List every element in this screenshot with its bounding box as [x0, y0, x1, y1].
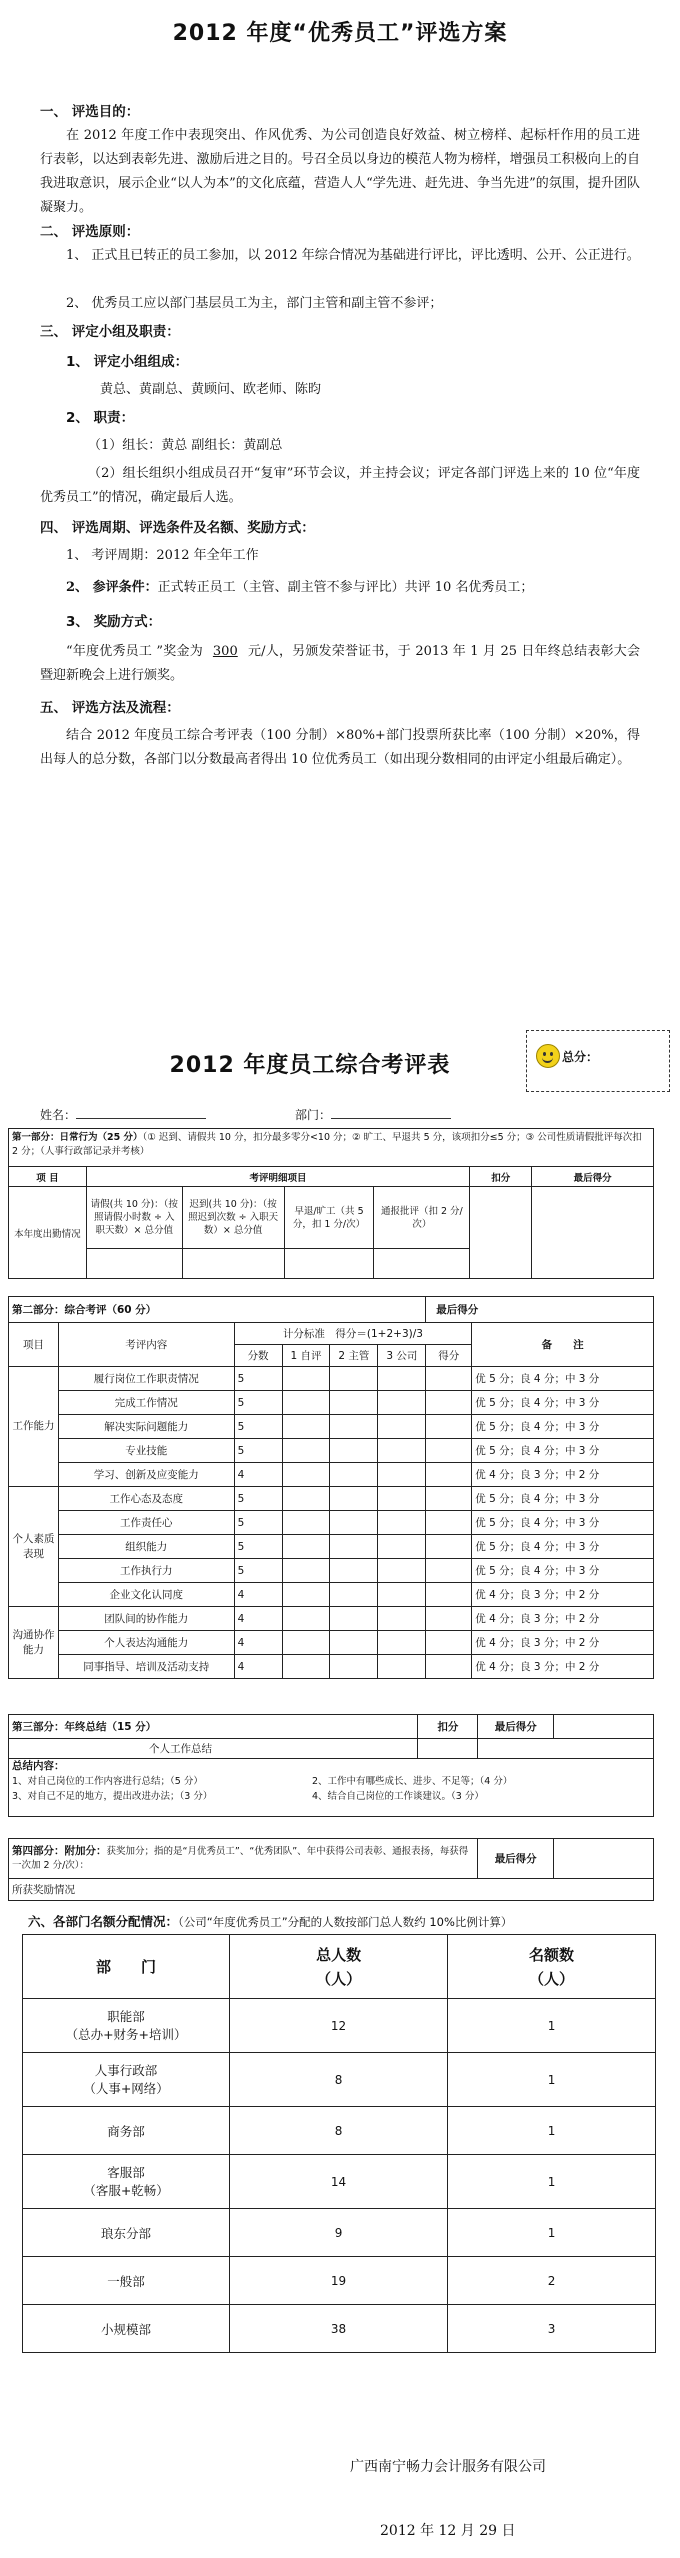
dept-quota: 1	[448, 2107, 656, 2155]
mgr-cell[interactable]	[330, 1559, 378, 1583]
part2-final	[426, 1297, 654, 1323]
self-cell[interactable]	[282, 1583, 330, 1607]
table-row	[23, 2305, 656, 2353]
score-cell[interactable]	[426, 1559, 472, 1583]
part3-summary-row: 个人工作总结	[9, 1739, 418, 1759]
score-cell[interactable]	[426, 1511, 472, 1535]
dept-quota: 1	[448, 1999, 656, 2053]
part3-final: 最后得分	[478, 1715, 554, 1739]
self-cell[interactable]	[282, 1631, 330, 1655]
table-row	[9, 1583, 654, 1607]
table-row	[23, 2155, 656, 2209]
score-cell[interactable]	[426, 1607, 472, 1631]
part2-head: 第二部分：综合考评（60 分）	[9, 1297, 426, 1323]
co-cell[interactable]	[378, 1559, 426, 1583]
sec4-cond: 正式转正员工（主管、副主管不参与评比）共评 10 名优秀员工；	[157, 580, 534, 595]
sec6-line	[28, 1912, 512, 1930]
criterion: 企业文化认同度	[58, 1583, 234, 1607]
self-cell[interactable]	[282, 1511, 330, 1535]
max-score: 4	[234, 1631, 282, 1655]
dept-cell	[23, 2053, 230, 2107]
note: 优 5 分；良 4 分；中 3 分	[472, 1415, 654, 1439]
score-cell[interactable]	[426, 1391, 472, 1415]
dept-blank[interactable]	[331, 1118, 451, 1119]
criterion: 完成工作情况	[58, 1391, 234, 1415]
quota-col-total: 总人数（人）	[230, 1935, 448, 1999]
score-cell[interactable]	[426, 1367, 472, 1391]
mgr-cell[interactable]	[330, 1511, 378, 1535]
part1-absent-rule: 早退/旷工（共 5 分，扣 1 分/次）	[284, 1187, 374, 1249]
part1-final-cell[interactable]	[532, 1187, 654, 1279]
sec3-members: 黄总、黄副总、黄顾问、欧老师、陈昀	[100, 382, 322, 397]
part1-criticism-cell[interactable]	[374, 1249, 470, 1279]
score-cell[interactable]	[426, 1583, 472, 1607]
sec3-sub2: 2、 职责：	[66, 410, 135, 426]
part3-l1a: 1、对自己岗位的工作内容进行总结；（5 分）	[12, 1776, 203, 1787]
sec3-sub1: 1、 评定小组组成：	[66, 354, 189, 370]
table-row	[9, 1631, 654, 1655]
part2-col-content: 考评内容	[58, 1323, 234, 1367]
quota-table	[22, 1934, 656, 2353]
part2-table	[8, 1296, 654, 1679]
criterion: 工作责任心	[58, 1511, 234, 1535]
max-score: 5	[234, 1415, 282, 1439]
self-cell[interactable]	[282, 1607, 330, 1631]
dept-cell	[23, 1999, 230, 2053]
part4-score-cell[interactable]	[554, 1839, 654, 1879]
part3-table	[8, 1714, 654, 1817]
dept-name: 琅东分部	[23, 2209, 230, 2257]
max-score: 4	[234, 1607, 282, 1631]
mgr-cell[interactable]	[330, 1535, 378, 1559]
dept-total: 8	[230, 2053, 448, 2107]
part2-col-std: 计分标准 得分＝(1+2+3)/3	[234, 1323, 472, 1345]
dept-total: 12	[230, 1999, 448, 2053]
part1-late-rule: 迟到(共 10 分)：（按照迟到次数 ÷ 入职天数）× 总分值	[182, 1187, 284, 1249]
part3-head: 第三部分：年终总结（15 分）	[9, 1715, 418, 1739]
mgr-cell[interactable]	[330, 1583, 378, 1607]
part3-deduct: 扣分	[418, 1715, 478, 1739]
max-score: 5	[234, 1439, 282, 1463]
score-cell[interactable]	[426, 1439, 472, 1463]
mgr-cell[interactable]	[330, 1415, 378, 1439]
part1-head: 第一部分：日常行为（25 分）	[12, 1132, 143, 1143]
sec1-body: 在 2012 年度工作中表现突出、作风优秀、为公司创造良好效益、树立榜样、起标杆作用的员工进行表彰，以达到表彰先进、激励后进之目的。号召全员以身边的模范人物为榜样，增强员工积极向上的自我进取意识，展示企业“以人为本”的文化底蕴，营造人人“学先进、赶先进、争当先进”的氛围，提升团队凝聚力。	[40, 128, 640, 215]
dept-quota: 1	[448, 2155, 656, 2209]
table-row	[23, 2107, 656, 2155]
table-row	[9, 1487, 654, 1511]
co-cell[interactable]	[378, 1511, 426, 1535]
score-cell[interactable]	[426, 1535, 472, 1559]
sec4-reward-b: 元/人，另颁发荣誉证书，于 2013 年 1 月 25 日年终总结表彰大会暨迎新晚会上进行颁奖。	[40, 644, 640, 683]
table-row	[9, 1511, 654, 1535]
part1-header	[9, 1129, 654, 1167]
note: 优 5 分；良 4 分；中 3 分	[472, 1487, 654, 1511]
mgr-cell[interactable]	[330, 1487, 378, 1511]
note: 优 5 分；良 4 分；中 3 分	[472, 1535, 654, 1559]
dept-label: 部门：	[295, 1108, 332, 1122]
score-cell[interactable]	[426, 1655, 472, 1679]
sec4-period: 1、 考评周期：2012 年全年工作	[66, 548, 259, 563]
dept-name: 小规模部	[23, 2305, 230, 2353]
part1-desc: （① 迟到、请假共 10 分，扣分最多零分<10 分；② 旷工、早退共 5 分，该项扣分≤5 分；③ 公司性质请假批评每次扣 2 分；（人事行政部记录并考核）	[12, 1132, 642, 1157]
part1-row-label: 本年度出勤情况	[9, 1187, 87, 1279]
note: 优 5 分；良 4 分；中 3 分	[472, 1439, 654, 1463]
form-title: 2012 年度员工综合考评表	[169, 1053, 451, 1078]
dept-name: 客服部	[107, 2164, 145, 2180]
table-row	[9, 1559, 654, 1583]
co-cell[interactable]	[378, 1583, 426, 1607]
dept-name: 人事行政部	[94, 2062, 158, 2078]
max-score: 4	[234, 1463, 282, 1487]
part2-col-co: 3 公司	[378, 1345, 426, 1367]
part1-criticism-rule: 通报批评（扣 2 分/次）	[374, 1187, 470, 1249]
criterion: 履行岗位工作职责情况	[58, 1367, 234, 1391]
mgr-cell[interactable]	[330, 1439, 378, 1463]
dept-total: 14	[230, 2155, 448, 2209]
mgr-cell[interactable]	[330, 1391, 378, 1415]
note: 优 5 分；良 4 分；中 3 分	[472, 1367, 654, 1391]
dept-total: 8	[230, 2107, 448, 2155]
co-cell[interactable]	[378, 1463, 426, 1487]
co-cell[interactable]	[378, 1655, 426, 1679]
criterion: 组织能力	[58, 1535, 234, 1559]
part4-row: 所获奖励情况	[9, 1879, 654, 1901]
part1-deduct-cell[interactable]	[470, 1187, 532, 1279]
max-score: 5	[234, 1511, 282, 1535]
part4-head: 第四部分：附加分：	[12, 1845, 107, 1857]
smiley-icon	[536, 1044, 560, 1068]
criterion: 个人表达沟通能力	[58, 1631, 234, 1655]
sec2-item1: 1、 正式且已转正的员工参加，以 2012 年综合情况为基础进行评比，评比透明、公开、公正进行。	[66, 248, 640, 263]
name-blank[interactable]	[76, 1118, 206, 1119]
note: 优 4 分；良 3 分；中 2 分	[472, 1463, 654, 1487]
part1-table	[8, 1128, 654, 1279]
criterion: 团队间的协作能力	[58, 1607, 234, 1631]
dept-field[interactable]	[295, 1106, 451, 1123]
criterion: 学习、创新及应变能力	[58, 1463, 234, 1487]
dept-quota: 3	[448, 2305, 656, 2353]
sec5-body: 结合 2012 年度员工综合考评表（100 分制）×80%+部门投票所获比率（100 分制）×20%，得出每人的总分数，各部门以分数最高者得出 10 位优秀员工（如出现分数相同的由评定小组最后确定）。	[40, 728, 640, 767]
self-cell[interactable]	[282, 1655, 330, 1679]
part2-final-label: 最后得分	[436, 1304, 479, 1316]
part3-content	[9, 1759, 654, 1817]
part4-table	[8, 1838, 654, 1901]
company-name: 广西南宁畅力会计服务有限公司	[350, 2459, 546, 2475]
table-row	[9, 1391, 654, 1415]
table-row	[23, 2209, 656, 2257]
part3-l2b: 4、结合自己岗位的工作谈建议。（3 分）	[312, 1791, 484, 1802]
part1-absent-cell[interactable]	[284, 1249, 374, 1279]
score-cell[interactable]	[426, 1415, 472, 1439]
criterion: 同事指导、培训及活动支持	[58, 1655, 234, 1679]
part3-l1b: 2、工作中有哪些成长、进步、不足等；（4 分）	[312, 1776, 513, 1787]
table-row	[23, 2257, 656, 2305]
part4-score: 最后得分	[478, 1839, 554, 1879]
mgr-cell[interactable]	[330, 1367, 378, 1391]
name-label: 姓名：	[40, 1108, 77, 1122]
dept-quota: 2	[448, 2257, 656, 2305]
co-cell[interactable]	[378, 1367, 426, 1391]
dept-total: 9	[230, 2209, 448, 2257]
part4-header	[9, 1839, 478, 1879]
self-cell[interactable]	[282, 1439, 330, 1463]
co-cell[interactable]	[378, 1535, 426, 1559]
sec1-heading: 一、 评选目的：	[40, 104, 140, 120]
page-title: 2012 年度“优秀员工”评选方案	[172, 21, 508, 46]
criterion: 解决实际问题能力	[58, 1415, 234, 1439]
max-score: 5	[234, 1559, 282, 1583]
table-row	[9, 1439, 654, 1463]
co-cell[interactable]	[378, 1439, 426, 1463]
quota-col-dept: 部 门	[23, 1935, 230, 1999]
part1-col-detail: 考评明细项目	[86, 1167, 469, 1187]
score-cell[interactable]	[426, 1463, 472, 1487]
self-cell[interactable]	[282, 1559, 330, 1583]
mgr-cell[interactable]	[330, 1463, 378, 1487]
part3-final-cell[interactable]	[554, 1715, 654, 1739]
max-score: 5	[234, 1487, 282, 1511]
part3-deduct-cell[interactable]	[418, 1739, 478, 1759]
table-row	[9, 1367, 654, 1391]
part1-col-final: 最后得分	[532, 1167, 654, 1187]
self-cell[interactable]	[282, 1463, 330, 1487]
sec4-reward-a: “年度优秀员工 ”奖金为	[66, 644, 203, 659]
table-row	[9, 1535, 654, 1559]
sec3-duty2: （2）组长组织小组成员召开“复审”环节会议，并主持会议；评定各部门评选上来的 10 位“年度优秀员工”的情况，确定最后人选。	[40, 466, 640, 505]
co-cell[interactable]	[378, 1487, 426, 1511]
part1-col-item: 项 目	[9, 1167, 87, 1187]
part2-col-note: 备 注	[472, 1323, 654, 1367]
dept-sub: （客服+乾畅）	[83, 2182, 169, 2198]
dept-sub: （人事+网络）	[83, 2080, 169, 2096]
criterion: 工作心态及态度	[58, 1487, 234, 1511]
dept-quota: 1	[448, 2209, 656, 2257]
self-cell[interactable]	[282, 1487, 330, 1511]
part3-content-label: 总结内容：	[12, 1760, 65, 1772]
part2-col-item: 项目	[9, 1323, 59, 1367]
note: 优 4 分；良 3 分；中 2 分	[472, 1607, 654, 1631]
criterion: 专业技能	[58, 1439, 234, 1463]
co-cell[interactable]	[378, 1607, 426, 1631]
sec4-heading: 四、 评选周期、评选条件及名额、奖励方式：	[40, 520, 315, 536]
part1-leave-cell[interactable]	[86, 1249, 182, 1279]
part2-col-get: 得分	[426, 1345, 472, 1367]
name-field[interactable]	[40, 1106, 206, 1123]
self-cell[interactable]	[282, 1367, 330, 1391]
part3-l2a: 3、对自己不足的地方，提出改进办法；（3 分）	[12, 1791, 213, 1802]
max-score: 5	[234, 1367, 282, 1391]
part1-late-cell[interactable]	[182, 1249, 284, 1279]
part2-col-mgr: 2 主管	[330, 1345, 378, 1367]
sec6-note: （公司“年度优秀员工”分配的人数按部门总人数约 10%比例计算）	[178, 1915, 513, 1929]
sec4-cond-label: 2、 参评条件：	[66, 580, 158, 595]
self-cell[interactable]	[282, 1391, 330, 1415]
sec4-reward-amount: 300	[212, 644, 238, 659]
sec4-reward	[40, 640, 640, 688]
total-score-label: 总分：	[562, 1050, 599, 1064]
part3-score-cell[interactable]	[478, 1739, 654, 1759]
part2-col-self: 1 自评	[282, 1345, 330, 1367]
max-score: 5	[234, 1535, 282, 1559]
dept-name: 职能部	[107, 2008, 145, 2024]
max-score: 4	[234, 1655, 282, 1679]
dept-quota: 1	[448, 2053, 656, 2107]
group-personal-quality: 个人素质表现	[9, 1487, 59, 1607]
table-row	[23, 1999, 656, 2053]
sec3-heading: 三、 评定小组及职责：	[40, 324, 180, 340]
mgr-cell[interactable]	[330, 1655, 378, 1679]
note: 优 5 分；良 4 分；中 3 分	[472, 1511, 654, 1535]
note: 优 4 分；良 3 分；中 2 分	[472, 1583, 654, 1607]
table-row	[9, 1463, 654, 1487]
score-cell[interactable]	[426, 1487, 472, 1511]
mgr-cell[interactable]	[330, 1607, 378, 1631]
group-communication: 沟通协作能力	[9, 1607, 59, 1679]
table-row	[23, 2053, 656, 2107]
note: 优 5 分；良 4 分；中 3 分	[472, 1391, 654, 1415]
note: 优 4 分；良 3 分；中 2 分	[472, 1631, 654, 1655]
note: 优 4 分；良 3 分；中 2 分	[472, 1655, 654, 1679]
table-row	[9, 1415, 654, 1439]
co-cell[interactable]	[378, 1391, 426, 1415]
max-score: 4	[234, 1583, 282, 1607]
self-cell[interactable]	[282, 1415, 330, 1439]
sec4-reward-label: 3、 奖励方式：	[66, 614, 162, 630]
part1-col-deduct: 扣分	[470, 1167, 532, 1187]
dept-sub: （总办+财务+培训）	[65, 2026, 187, 2042]
part4-desc: 获奖加分；指的是“月优秀员工”、“优秀团队”、年中获得公司表彰、通报表扬，每获得一次加 2 分/次）：	[12, 1846, 469, 1871]
criterion: 工作执行力	[58, 1559, 234, 1583]
quota-col-quota: 名额数（人）	[448, 1935, 656, 1999]
sec2-item2: 2、 优秀员工应以部门基层员工为主，部门主管和副主管不参评；	[66, 296, 443, 311]
sec2-heading: 二、 评选原则：	[40, 224, 140, 240]
signature-date: 2012 年 12 月 29 日	[380, 2523, 516, 2539]
co-cell[interactable]	[378, 1631, 426, 1655]
table-row	[9, 1655, 654, 1679]
dept-name: 一般部	[23, 2257, 230, 2305]
sec5-heading: 五、 评选方法及流程：	[40, 700, 180, 716]
sec6-heading: 六、各部门名额分配情况：	[28, 1914, 179, 1929]
table-row	[9, 1607, 654, 1631]
part1-leave-rule: 请假(共 10 分)：（按照请假小时数 ÷ 入职天数）× 总分值	[86, 1187, 182, 1249]
dept-total: 19	[230, 2257, 448, 2305]
part2-col-score: 分数	[234, 1345, 282, 1367]
note: 优 5 分；良 4 分；中 3 分	[472, 1559, 654, 1583]
max-score: 5	[234, 1391, 282, 1415]
score-cell[interactable]	[426, 1631, 472, 1655]
dept-cell	[23, 2155, 230, 2209]
sec3-duty1: （1）组长：黄总 副组长：黄副总	[88, 438, 283, 453]
dept-name: 商务部	[23, 2107, 230, 2155]
dept-total: 38	[230, 2305, 448, 2353]
self-cell[interactable]	[282, 1535, 330, 1559]
mgr-cell[interactable]	[330, 1631, 378, 1655]
sec4-cond-line	[66, 576, 656, 600]
group-work-ability: 工作能力	[9, 1367, 59, 1487]
co-cell[interactable]	[378, 1415, 426, 1439]
